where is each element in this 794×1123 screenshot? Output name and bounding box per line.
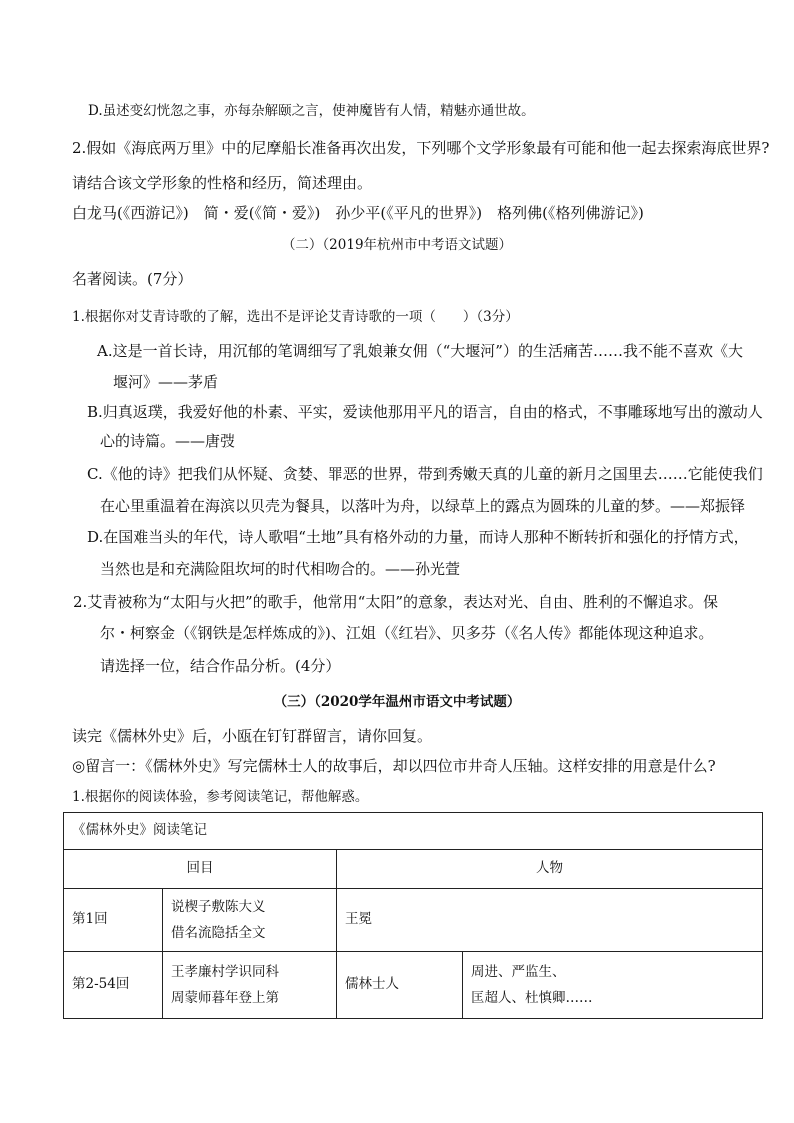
people-list-line-2: 匡超人、杜慎卿…… [471, 990, 593, 1006]
section-2-intro: 名著阅读。(7分） [72, 270, 193, 288]
section-2-question-1: 1.根据你对艾青诗歌的了解，选出不是评论艾青诗歌的一项（ ）（3分） [72, 309, 519, 325]
chapter-number: 第1回 [64, 889, 163, 952]
question-2: 2.假如《海底两万里》中的尼摩船长准备再次出发，下列哪个文学形象最有可能和他一起去探索海底世界? [72, 139, 770, 157]
option-d: D.虽述变幻恍忽之事，亦每杂解颐之言，使神魔皆有人情，精魅亦通世故。 [88, 103, 535, 119]
option-c-line-2: 在心里重温着在海滨以贝壳为餐具，以落叶为舟，以绿草上的露点为圆珠的儿童的梦。——郑振铎 [100, 497, 746, 515]
chapter-title-line-2: 周蒙师暮年登上第 [171, 990, 279, 1006]
chapter-title-line-1: 王孝廉村学识同科 [171, 964, 279, 980]
message-1: ◎留言一：《儒林外史》写完儒林士人的故事后，却以四位市井奇人压轴。这样安排的用意是什么? [72, 757, 716, 775]
chapter-title [163, 889, 337, 952]
chapter-title-line-2: 借名流隐括全文 [171, 925, 266, 941]
section-2-question-2-line-1: 2.艾青被称为“太阳与火把”的歌手，他常用“太阳”的意象，表达对光、自由、胜利的不懈追求。保 [73, 593, 718, 611]
people-list-line-1: 周进、严监生、 [471, 964, 566, 980]
option-c-line-1: C.《他的诗》把我们从怀疑、贪婪、罪恶的世界，带到秀嫩天真的儿童的新月之国里去……它能使我们 [87, 465, 763, 483]
chapter-title [163, 952, 337, 1019]
question-2-instruction: 请结合该文学形象的性格和经历，简述理由。 [72, 174, 373, 192]
section-3-intro: 读完《儒林外史》后，小瓯在钉钉群留言，请你回复。 [72, 727, 433, 745]
option-d-2-line-1: D.在国难当头的年代，诗人歌唱“土地”具有格外动的力量，而诗人那种不断转折和强化的抒情方式， [87, 528, 749, 546]
section-2-question-2-line-3: 请选择一位，结合作品分析。(4分） [100, 657, 341, 675]
option-d-2-line-2: 当然也是和充满险阻坎坷的时代相吻合的。——孙光萱 [100, 560, 461, 578]
table-row [64, 952, 763, 1019]
option-a-line-1: A.这是一首长诗，用沉郁的笔调细写了乳娘兼女佣（“大堰河”）的生活痛苦……我不能不喜欢《大 [97, 342, 743, 360]
section-2-question-2-line-2: 尔・柯察金（《钢铁是怎样炼成的》)、江姐（《红岩》、贝多芬（《名人传》都能体现这种追求。 [100, 624, 714, 642]
option-a-line-2: 堰河》——茅盾 [113, 373, 219, 391]
header-chapter: 回目 [64, 850, 337, 889]
people-group: 儒林士人 [337, 952, 463, 1019]
section-3-heading: （三）（2020学年温州市语文中考试题） [273, 694, 521, 710]
reading-notes-table [63, 812, 763, 1019]
chapter-number: 第2-54回 [64, 952, 163, 1019]
header-people: 人物 [337, 850, 763, 889]
option-b-line-2: 心的诗篇。——唐弢 [100, 432, 236, 450]
table-row [64, 889, 763, 952]
option-b-line-1: B.归真返璞，我爱好他的朴素、平实，爱读他那用平凡的语言，自由的格式，不事雕琢地写出的激动人 [87, 403, 763, 421]
table-title: 《儒林外史》阅读笔记 [64, 813, 763, 850]
section-2-heading: （二）（2019年杭州市中考语文试题） [281, 237, 513, 253]
people-list [463, 952, 763, 1019]
people-cell: 王冕 [337, 889, 763, 952]
chapter-title-line-1: 说楔子敷陈大义 [171, 899, 266, 915]
section-3-question-1: 1.根据你的阅读体验，参考阅读笔记，帮他解惑。 [72, 789, 369, 805]
question-2-choices: 白龙马(《西游记》) 简・爱(《简・爱》) 孙少平(《平凡的世界》) 格列佛(《格列佛游记》) [72, 204, 644, 222]
